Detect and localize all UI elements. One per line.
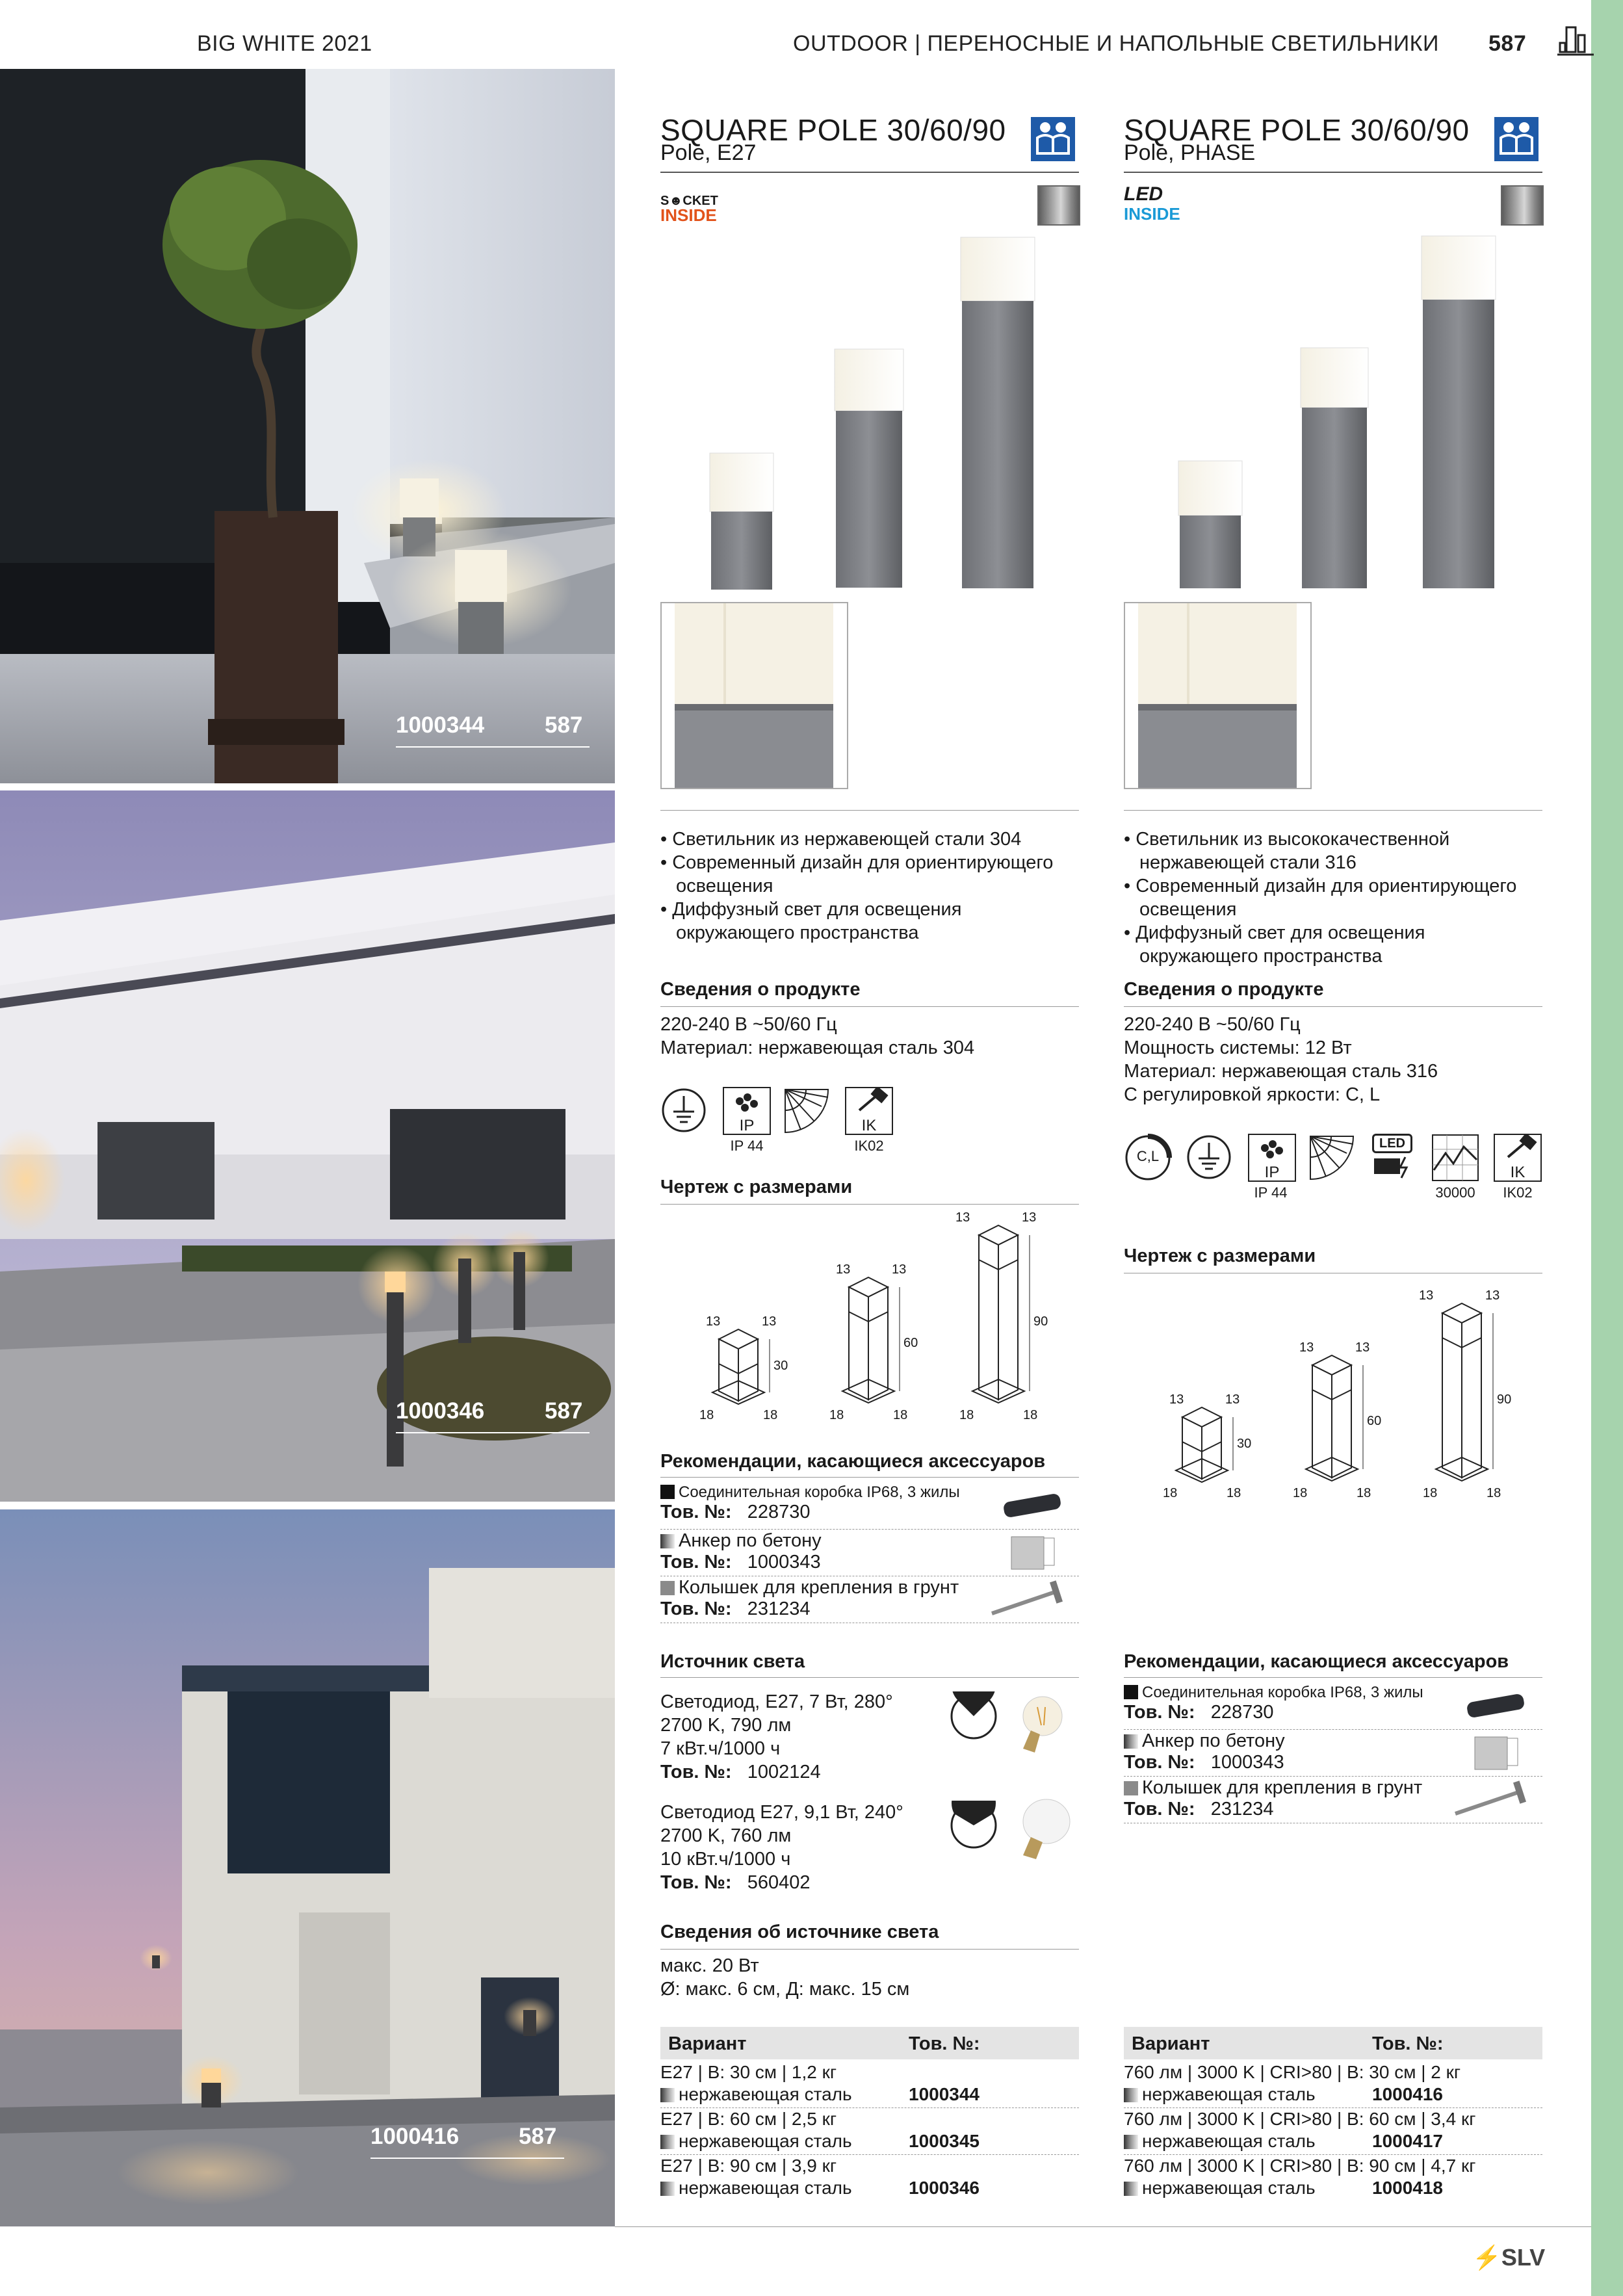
hammer-icon <box>846 1088 892 1114</box>
bolt-icon: ⚡ <box>1472 2244 1501 2271</box>
photo-3-page: 587 <box>519 2124 557 2149</box>
dimmable-icon: C,L <box>1124 1134 1172 1182</box>
people-icon <box>1494 117 1539 161</box>
steel-swatch <box>1124 2182 1138 2196</box>
info-line: Ø: макс. 6 см, Д: макс. 15 см <box>660 1979 910 2000</box>
product-2-image <box>1124 224 1542 595</box>
dim-height-90-label: 90 <box>1033 1314 1048 1329</box>
dim-base-label: 18 <box>1357 1486 1371 1500</box>
photo-1-underline <box>396 746 590 748</box>
dim-height-60-label: 60 <box>903 1336 918 1350</box>
dim-base-label: 18 <box>1227 1486 1241 1500</box>
footer-rule <box>615 2226 1591 2227</box>
page-number: 587 <box>1488 31 1527 56</box>
dim-base-label: 18 <box>959 1408 974 1422</box>
rule <box>660 1949 1079 1950</box>
product-1-dimension-drawing <box>686 1210 1076 1430</box>
dim-base-label: 18 <box>699 1408 714 1422</box>
photo-2-page: 587 <box>545 1398 583 1424</box>
junction-box-image <box>993 1489 1071 1521</box>
light-source-info <box>660 1954 909 2001</box>
feature-item: • Современный дизайн для ориентирующего освещения <box>1124 876 1517 920</box>
ik-rating-icon: IK <box>1494 1134 1542 1182</box>
grey-swatch <box>660 1581 675 1595</box>
side-color-strip <box>1591 0 1623 2296</box>
variant-table-header: Вариант Тов. №: <box>660 2027 1079 2059</box>
a60-bulb-icon <box>1007 1795 1072 1867</box>
outdoor-bollard-icon <box>1557 25 1594 59</box>
ik-rating-icon: IK <box>845 1087 893 1135</box>
dim-base-label: 18 <box>893 1408 908 1422</box>
lifetime-label: 30000 <box>1435 1184 1475 1201</box>
rule <box>660 1204 1079 1205</box>
info-line: макс. 20 Вт <box>660 1955 759 1976</box>
dim-base-label: 18 <box>763 1408 778 1422</box>
socket-inside-badge: S☻CKET INSIDE <box>660 194 718 225</box>
steel-swatch <box>660 2088 675 2102</box>
rule <box>660 1477 1079 1478</box>
dim-base-label: 18 <box>1487 1486 1501 1500</box>
protection-class-icon <box>1186 1134 1232 1181</box>
beam-280-icon <box>949 1691 998 1741</box>
dim-width-label: 13 <box>1169 1392 1184 1407</box>
info-line: Материал: нержавеющая сталь 316 <box>1124 1061 1438 1082</box>
variant-row[interactable]: 760 лм | 3000 K | CRI>80 | В: 60 см | 3,4 кг нержавеющая сталь 1000417 <box>1124 2109 1542 2156</box>
photo-3-underline <box>370 2158 564 2159</box>
photo-2-number: 1000346 <box>396 1398 485 1424</box>
info-line: Мощность системы: 12 Вт <box>1124 1037 1352 1058</box>
driver-symbol-icon <box>1369 1153 1416 1179</box>
dim-depth-label: 13 <box>1485 1288 1500 1303</box>
light-source-info-heading: Сведения об источнике света <box>660 1922 939 1942</box>
black-swatch <box>1124 1685 1138 1699</box>
led-driver-icon: LED <box>1369 1134 1416 1181</box>
steel-swatch <box>660 1534 675 1548</box>
dim-depth-label: 13 <box>1225 1392 1240 1407</box>
variant-table <box>660 2062 1079 2202</box>
dim-base-label: 18 <box>1423 1486 1438 1500</box>
hammer-icon <box>1495 1135 1540 1161</box>
product-2-image-rule <box>1124 810 1542 811</box>
variant-table-header: Вариант Тов. №: <box>1124 2027 1542 2059</box>
product-1-info <box>660 1013 974 1060</box>
dim-height-30-label: 30 <box>773 1359 788 1373</box>
variant-table <box>1124 2062 1542 2202</box>
accessory-row[interactable]: Анкер по бетону Тов. №: 1000343 <box>660 1530 1079 1576</box>
product-1-drawing-heading: Чертеж с размерами <box>660 1177 853 1197</box>
steel-swatch <box>1124 2135 1138 2149</box>
product-2-info <box>1124 1013 1438 1106</box>
product-2-detail-image <box>1124 602 1312 789</box>
ip-label: IP 44 <box>1254 1184 1288 1201</box>
ip-rating-icon: IP <box>1248 1134 1296 1182</box>
feature-item: • Современный дизайн для ориентирующего освещения <box>660 852 1054 896</box>
product-2-subtitle: Pole, PHASE <box>1124 140 1256 165</box>
product-2-features <box>1124 828 1540 968</box>
rule <box>1124 1677 1542 1678</box>
ip-rating-icon: IP <box>723 1087 771 1135</box>
ik-label: IK02 <box>854 1138 884 1154</box>
water-drops-icon <box>724 1088 770 1114</box>
section-title: OUTDOOR | ПЕРЕНОСНЫЕ И НАПОЛЬНЫЕ СВЕТИЛЬНИКИ <box>793 31 1439 56</box>
concrete-anchor-image <box>1462 1732 1527 1772</box>
dim-width-label: 13 <box>1419 1288 1434 1303</box>
product-2-dimension-drawing <box>1150 1288 1540 1508</box>
photo-modern-house-dusk <box>0 1509 615 2226</box>
steel-swatch <box>1124 1734 1138 1749</box>
catalog-title: BIG WHITE 2021 <box>197 31 372 56</box>
ip-label: IP 44 <box>730 1138 764 1154</box>
product-1-subtitle: Pole, E27 <box>660 140 757 165</box>
light-source-item: Светодиод, E27, 7 Вт, 280° 2700 K, 790 лм 7 кВт.ч/1000 ч Тов. №: 1002124 <box>660 1691 893 1782</box>
feature-item: • Диффузный свет для освещения окружающего пространства <box>660 899 962 943</box>
product-1-accessories-heading: Рекомендации, касающиеся аксессуаров <box>660 1451 1046 1472</box>
led-inside-badge: LED INSIDE <box>1124 183 1180 224</box>
people-icon <box>1031 117 1075 161</box>
photo-planter-bollards <box>0 69 615 783</box>
dim-width-label: 13 <box>955 1210 970 1225</box>
product-1-info-heading: Сведения о продукте <box>660 979 861 1000</box>
info-line: 220-240 В ~50/60 Гц <box>660 1014 837 1035</box>
photo-2-underline <box>396 1432 590 1433</box>
variant-row[interactable]: 760 лм | 3000 K | CRI>80 | В: 90 см | 4,7 кг нержавеющая сталь 1000418 <box>1124 2156 1476 2198</box>
feature-item: • Светильник из нержавеющей стали 304 <box>660 829 1022 850</box>
dim-base-label: 18 <box>829 1408 844 1422</box>
dim-width-label: 13 <box>836 1262 851 1277</box>
slv-logo: ⚡SLV <box>1472 2244 1546 2271</box>
product-1-title-rule <box>660 172 1079 173</box>
rule <box>660 1006 1079 1007</box>
dim-width-label: 13 <box>1299 1340 1314 1355</box>
product-2-title: SQUARE POLE 30/60/90 <box>1124 113 1470 147</box>
dim-depth-label: 13 <box>1022 1210 1037 1225</box>
accessory-row[interactable]: Соединительная коробка IP68, 3 жилы Тов. №: 228730 <box>1124 1684 1542 1729</box>
product-1-title: SQUARE POLE 30/60/90 <box>660 113 1006 147</box>
info-line: Материал: нержавеющая сталь 304 <box>660 1037 975 1058</box>
product-1-features <box>660 828 1076 945</box>
beam-angle-icon <box>1308 1134 1356 1182</box>
ground-spike-image <box>1449 1777 1533 1819</box>
product-2-drawing-heading: Чертеж с размерами <box>1124 1246 1316 1266</box>
dim-width-label: 13 <box>706 1314 721 1329</box>
info-line: С регулировкой яркости: C, L <box>1124 1084 1381 1105</box>
rule <box>660 1623 1079 1624</box>
photo-1-number: 1000344 <box>396 712 485 738</box>
dim-base-label: 18 <box>1293 1486 1308 1500</box>
rule <box>1124 1006 1542 1007</box>
dim-height-30-label: 30 <box>1237 1437 1252 1451</box>
stainless-steel-swatch <box>1501 185 1544 226</box>
product-2-accessories-heading: Рекомендации, касающиеся аксессуаров <box>1124 1651 1509 1672</box>
feature-item: • Светильник из высококачественной нержавеющей стали 316 <box>1124 829 1450 873</box>
accessory-row[interactable]: Колышек для крепления в грунт Тов. №: 231234 <box>660 1577 1079 1623</box>
accessory-row[interactable]: Анкер по бетону Тов. №: 1000343 <box>1124 1730 1542 1776</box>
grey-swatch <box>1124 1781 1138 1795</box>
ik-label: IK02 <box>1503 1184 1533 1201</box>
dim-base-label: 18 <box>1163 1486 1178 1500</box>
stainless-steel-swatch <box>1037 185 1080 226</box>
dim-depth-label: 13 <box>1355 1340 1370 1355</box>
variant-row[interactable]: 760 лм | 3000 K | CRI>80 | В: 30 см | 2 кг нержавеющая сталь 1000416 <box>1124 2062 1542 2109</box>
info-line: 220-240 В ~50/60 Гц <box>1124 1014 1301 1035</box>
product-1-image-rule <box>660 810 1079 811</box>
variant-row[interactable]: E27 | В: 60 см | 2,5 кг нержавеющая сталь 1000345 <box>660 2109 1079 2156</box>
steel-swatch <box>1124 2088 1138 2102</box>
protection-class-icon <box>660 1087 707 1134</box>
lifetime-hours-icon <box>1431 1134 1479 1182</box>
steel-swatch <box>660 2135 675 2149</box>
product-1-detail-image <box>660 602 848 789</box>
water-drops-icon <box>1249 1135 1295 1161</box>
dim-height-60-label: 60 <box>1367 1414 1382 1428</box>
concrete-anchor-image <box>998 1532 1063 1572</box>
photo-3-number: 1000416 <box>370 2124 460 2149</box>
variant-row[interactable]: E27 | В: 90 см | 3,9 кг нержавеющая сталь 1000346 <box>660 2156 980 2198</box>
accessory-row[interactable]: Соединительная коробка IP68, 3 жилы Тов. №: 228730 <box>660 1483 1079 1529</box>
accessory-row[interactable]: Колышек для крепления в грунт Тов. №: 231234 <box>1124 1777 1542 1823</box>
junction-box-image <box>1457 1689 1535 1721</box>
filament-bulb-icon <box>1011 1691 1070 1763</box>
dim-depth-label: 13 <box>892 1262 907 1277</box>
black-swatch <box>660 1485 675 1499</box>
beam-240-icon <box>949 1801 998 1850</box>
product-2-info-heading: Сведения о продукте <box>1124 979 1324 1000</box>
product-1-image <box>660 224 1079 595</box>
light-source-item: Светодиод E27, 9,1 Вт, 240° 2700 K, 760 лм 10 кВт.ч/1000 ч Тов. №: 560402 <box>660 1802 903 1893</box>
light-source-heading: Источник света <box>660 1651 805 1672</box>
photo-1-page: 587 <box>545 712 583 738</box>
beam-angle-icon <box>783 1087 831 1135</box>
product-2-title-rule <box>1124 172 1542 173</box>
rule <box>1124 1823 1542 1824</box>
dim-depth-label: 13 <box>762 1314 777 1329</box>
rule <box>660 1677 1079 1678</box>
ground-spike-image <box>985 1577 1070 1619</box>
steel-swatch <box>660 2182 675 2196</box>
dim-base-label: 18 <box>1023 1408 1038 1422</box>
variant-row[interactable]: E27 | В: 30 см | 1,2 кг нержавеющая сталь 1000344 <box>660 2062 1079 2109</box>
photo-house-pathway <box>0 790 615 1502</box>
feature-item: • Диффузный свет для освещения окружающего пространства <box>1124 922 1425 967</box>
dim-height-90-label: 90 <box>1497 1392 1512 1407</box>
